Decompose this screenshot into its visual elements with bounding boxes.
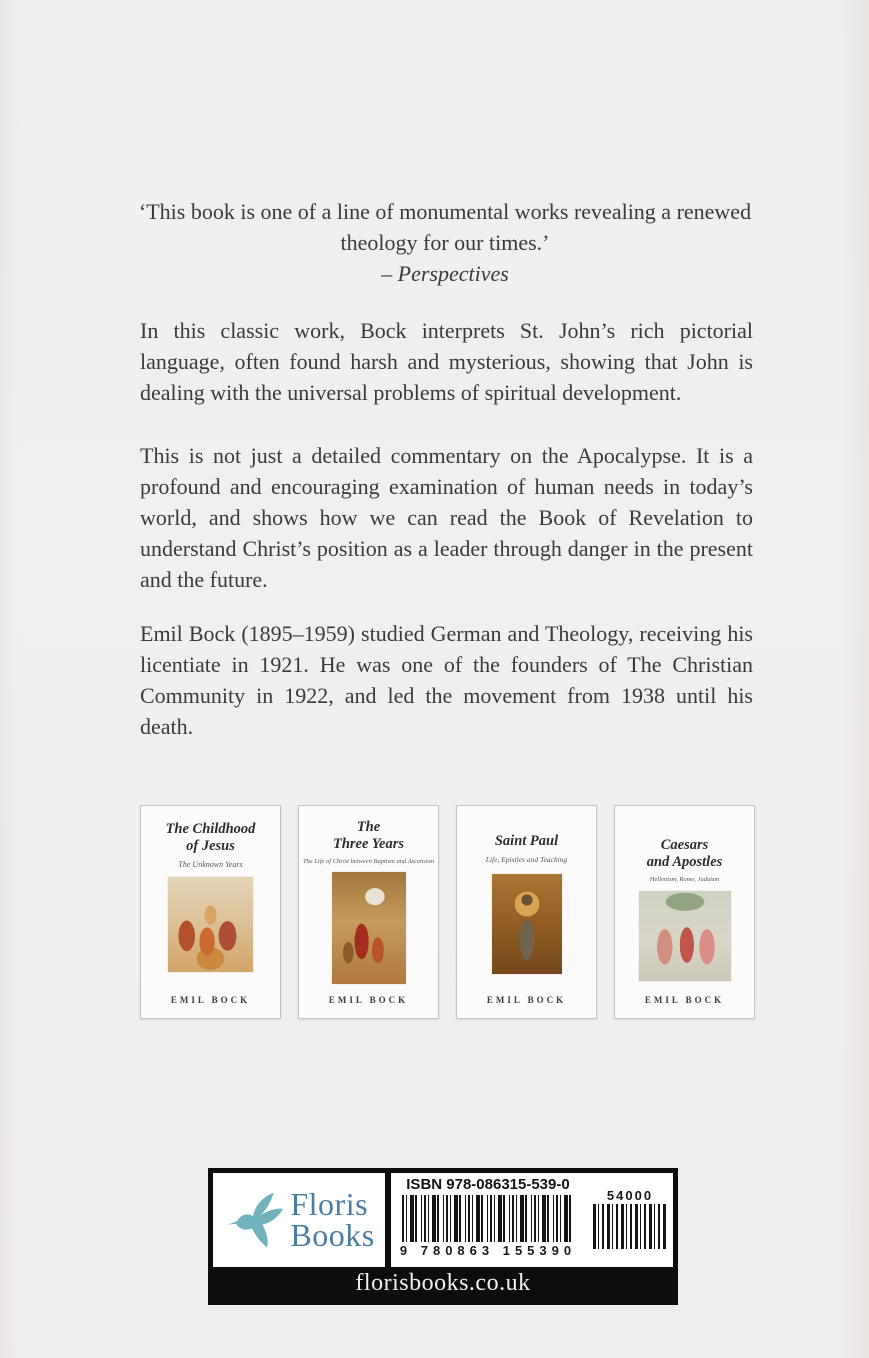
book-cover-art — [639, 891, 731, 981]
book-thumbnail-three-years — [298, 805, 439, 1019]
related-books-row — [140, 805, 758, 1021]
review-quote — [120, 196, 770, 289]
publisher-url: florisbooks.co.uk — [355, 1270, 531, 1296]
book-author: EMIL BOCK — [170, 995, 251, 1005]
book-title: Saint Paul — [494, 833, 559, 849]
book-author: EMIL BOCK — [644, 995, 725, 1005]
price-code: 54000 — [606, 1188, 654, 1203]
publisher-name: Floris Books — [290, 1186, 375, 1253]
quote-attribution: – Perspectives — [381, 261, 509, 286]
book-subtitle: The Life of Christ between Baptism and Ascension — [302, 858, 435, 865]
barcode-panel — [391, 1173, 673, 1267]
isbn-label: ISBN 978-086315-539-0 — [406, 1176, 570, 1193]
book-title: The Childhood of Jesus — [165, 821, 256, 854]
book-title: Caesars and Apostles — [646, 837, 723, 870]
book-thumbnail-childhood-of-jesus — [140, 805, 281, 1019]
blurb-paragraph: This is not just a detailed commentary on the Apocalypse. It is a profound and encouraging examination of human needs in today’s world, and shows how we can read the Book of Revelation to understand Christ’s position as a leader through danger in the present and the future. — [140, 443, 753, 592]
book-cover-art — [168, 877, 253, 972]
book-author: EMIL BOCK — [486, 995, 567, 1005]
book-subtitle: The Unknown Years — [178, 860, 243, 869]
book-thumbnail-saint-paul — [456, 805, 597, 1019]
book-title: The Three Years — [332, 819, 405, 852]
book-thumbnail-caesars-and-apostles — [614, 805, 755, 1019]
publisher-imprint-block — [208, 1168, 678, 1305]
dove-icon — [223, 1190, 285, 1250]
book-author: EMIL BOCK — [328, 995, 409, 1005]
book-subtitle: Life, Epistles and Teaching — [485, 855, 568, 864]
blurb-paragraph: In this classic work, Bock interprets St. John’s rich pictorial language, often found harsh and mysterious, showing that John is dealing with the universal problems of spiritual development. — [140, 318, 753, 405]
book-cover-art — [332, 872, 406, 984]
book-subtitle: Hellenism, Rome, Judaism — [649, 876, 720, 883]
book-cover-art — [492, 874, 562, 974]
publisher-logo — [213, 1173, 385, 1267]
addon-barcode — [593, 1204, 667, 1249]
ean-barcode — [402, 1195, 574, 1242]
quote-text: ‘This book is one of a line of monumental works revealing a renewed theology for our times.’ — [138, 199, 752, 255]
author-bio-paragraph: Emil Bock (1895–1959) studied German and Theology, receiving his licentiate in 1921. He was one of the founders of The Christian Community in 1922, and led the movement from 1938 until his death. — [140, 621, 753, 739]
barcode-digits: 9 780863 155390 — [399, 1243, 577, 1258]
